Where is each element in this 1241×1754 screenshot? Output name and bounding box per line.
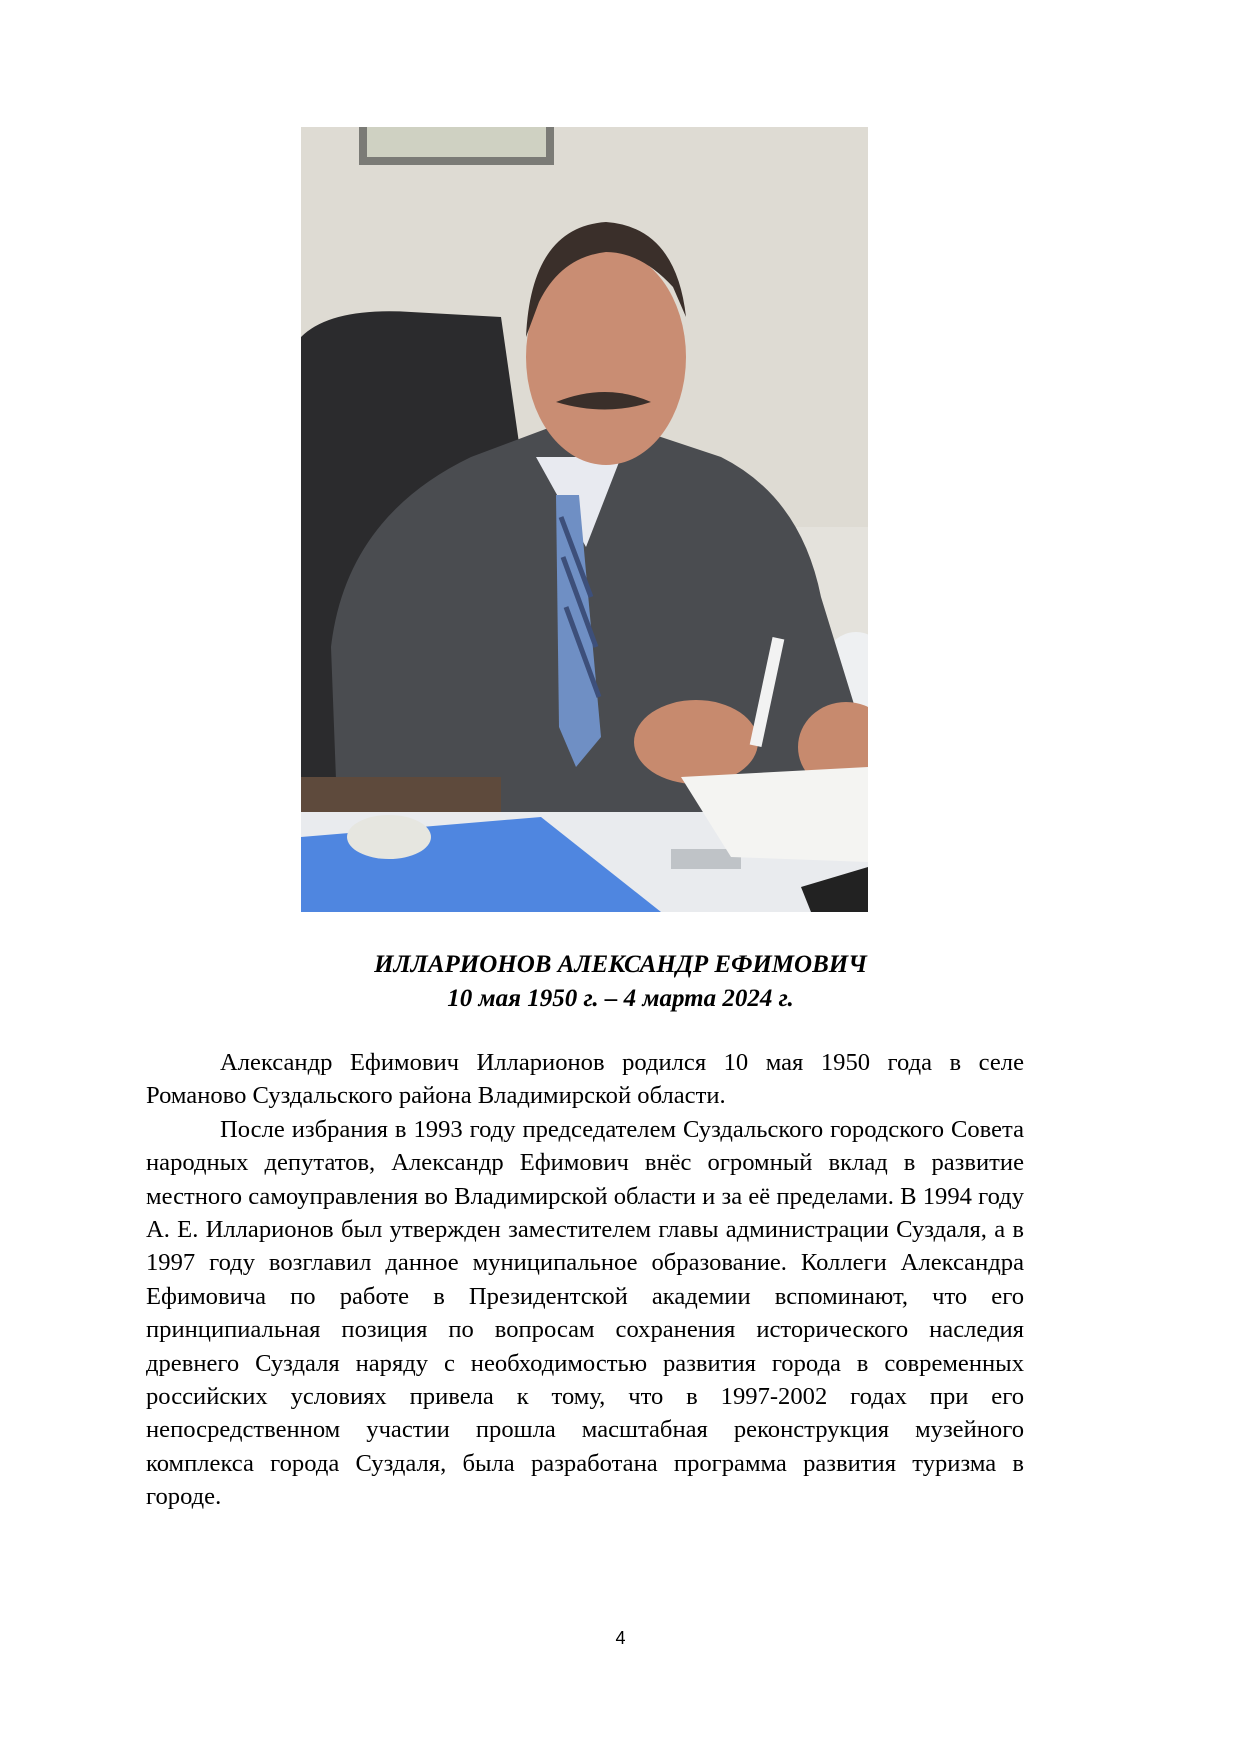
portrait-photo: [301, 127, 868, 912]
person-name: ИЛЛАРИОНОВ АЛЕКСАНДР ЕФИМОВИЧ: [374, 951, 867, 978]
page-number: 4: [615, 1628, 626, 1648]
memorial-heading: [150, 948, 1091, 1016]
life-dates: 10 мая 1950 г. – 4 марта 2024 г.: [447, 985, 794, 1012]
paragraph: Александр Ефимович Илларионов родился 10 мая 1950 года в селе Романово Суздальского района Владимирской области.: [146, 1049, 1024, 1110]
paragraph: После избрания в 1993 году председателем Суздальского городского Совета народных депутатов, Александр Ефимович внёс огромный вклад в развитие местного самоуправления во Владимирской области и за её пределами. В 1994 году А. Е. Илларионов был утвержден заместителем главы администрации Суздаля, а в 1997 году возглавил данное муниципальное образование. Коллеги Александра Ефимовича по работе в Президентской академии вспоминают, что его принципиальная позиция по вопросам сохранения исторического наследия древнего Суздаля наряду с необходимостью развития города в современных российских условиях привела к тому, что в 1997-2002 годах при его непосредственном участии прошла масштабная реконструкция музейного комплекса города Суздаля, была разработана программа развития туризма в городе.: [146, 1115, 1024, 1511]
biography-text: [146, 1046, 1024, 1514]
